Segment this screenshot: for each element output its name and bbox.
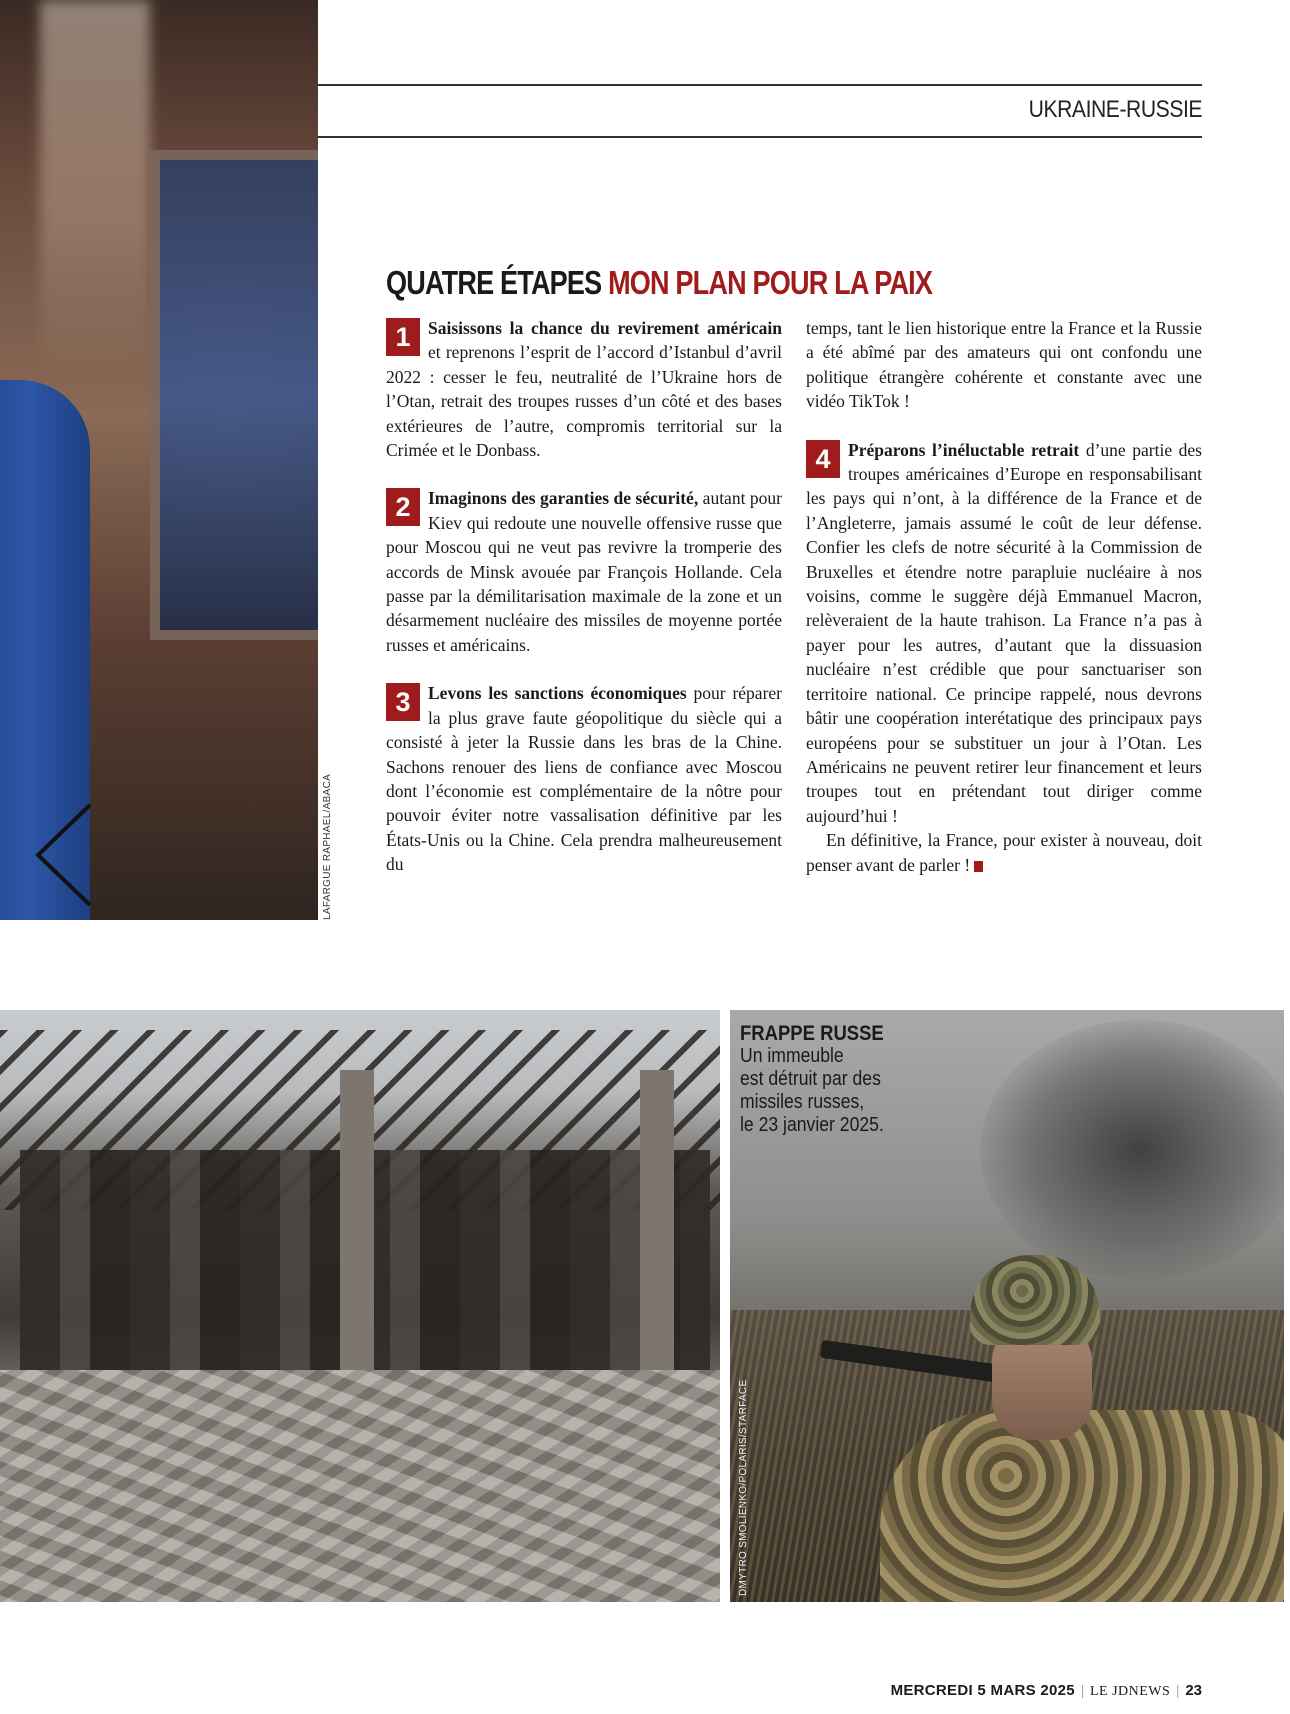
- caption-line: le 23 janvier 2025.: [740, 1114, 884, 1136]
- point-3-continuation: temps, tant le lien historique entre la France et la Russie a été abîmé par des amateurs qui ont confondu une politique étrangère cohérente et constante avec une vidéo TikTok !: [806, 318, 1202, 412]
- chevron-left-icon[interactable]: [30, 800, 100, 910]
- photo-soldier-body: [880, 1410, 1284, 1602]
- point-lead: Saisissons la chance du revirement américain: [428, 318, 782, 338]
- point-lead: Imaginons des garanties de sécurité,: [428, 488, 699, 509]
- footer-separator: |: [1176, 1683, 1180, 1699]
- caption-line: Un immeuble: [740, 1045, 844, 1067]
- point-text: et reprenons l’esprit de l’accord d’Istanbul d’avril 2022 : cesser le feu, neutralité de l’Ukraine hors de l’Otan, retrait des troupes russes d’un côté et des bases extérieures de l’autre, compromis territorial sur la Crimée et le Donbass.: [386, 342, 782, 461]
- photo-credit-left: LAFARGUE RAPHAEL/ABACA: [322, 773, 333, 920]
- point-text: autant pour Kiev qui redoute une nouvelle offensive russe que pour Moscou qui ne veut pas revivre la tromperie des accords de Minsk avouée par François Hollande. Cela passe par la démilitarisation maximale de la zone et un désarmement nucléaire des missiles de moyenne portée russes et américains.: [386, 488, 782, 655]
- point-number-badge: 2: [386, 488, 420, 526]
- footer-separator: |: [1080, 1683, 1084, 1699]
- point-lead: Levons les sanctions économiques: [428, 683, 687, 704]
- point-4: [806, 438, 1202, 829]
- photo-caption: [740, 1022, 884, 1137]
- point-text: d’une partie des troupes américaines d’Europe en responsabilisant les pays qui n’ont, à la différence de la France et de l’Angleterre, jamais assumé le coût de leur défense. Confier les clefs de notre sécurité à la Commission de Bruxelles et étendre notre parapluie nucléaire à nos voisins, comme le suggère déjà Emmanuel Macron, relèveraient de la haute trahison. La France n’a pas à payer pour les autres, d’autant que la dissuasion nucléaire n’est crédible que pour sanctuariser son territoire national. Ce principe rappelé, nous devrons bâtir une coopération interétatique des principaux pays européens pour se substituer un jour à l’Otan. Les Américains ne peuvent retirer leur financement et leurs troupes tout en prétendant tout diriger comme aujourd’hui !: [806, 439, 1202, 826]
- photo-window: [150, 150, 318, 640]
- header-bottom-rule: [318, 136, 1202, 138]
- point-2: [386, 486, 782, 657]
- point-lead: Préparons l’inéluctable retrait: [848, 439, 1080, 460]
- photo-pillar: [640, 1070, 674, 1410]
- conclusion: [806, 828, 1202, 877]
- photo-soldier-face: [992, 1330, 1092, 1440]
- footer-date: MERCREDI 5 MARS 2025: [890, 1682, 1075, 1699]
- photo-rubble: [0, 1370, 720, 1602]
- point-text: pour réparer la plus grave faute géopolitique du siècle qui a consisté à jeter la Russie dans les bras de la Chine. Sachons renouer des liens de confiance avec Moscou dont l’économie est complémentaire de la nôtre pour pouvoir éviter notre vassalisation définitive par les États-Unis ou la Chine. Cela prendra malheureusement du: [386, 683, 782, 875]
- point-number-badge: 1: [386, 318, 420, 356]
- caption-line: est détruit par des: [740, 1068, 881, 1090]
- end-of-article-mark: [974, 861, 983, 872]
- point-3: [386, 681, 782, 876]
- conclusion-text: En définitive, la France, pour exister à nouveau, doit penser avant de parler !: [806, 830, 1202, 875]
- headline-part-1: QUATRE ÉTAPES: [386, 264, 602, 301]
- photo-light: [40, 0, 150, 380]
- headline-part-2: MON PLAN POUR LA PAIX: [608, 264, 933, 301]
- article-column-2: [806, 316, 1202, 877]
- header-top-rule: [318, 84, 1202, 86]
- photo-portrait: [0, 0, 318, 920]
- section-label: UKRAINE-RUSSIE: [1028, 96, 1202, 123]
- footer-magazine: LE JDNEWS: [1089, 1684, 1171, 1699]
- page-footer: [891, 1682, 1202, 1700]
- page-number: 23: [1185, 1682, 1202, 1699]
- point-number-badge: 4: [806, 440, 840, 478]
- headline: [386, 264, 932, 302]
- photo-smoke: [980, 1020, 1284, 1280]
- point-1: [386, 316, 782, 462]
- caption-title: FRAPPE RUSSE: [740, 1022, 884, 1045]
- caption-line: missiles russes,: [740, 1091, 865, 1113]
- photo-credit-soldier: DMYTRO SMOLIENKO/POLARIS/STARFACE: [738, 1379, 749, 1596]
- point-number-badge: 3: [386, 683, 420, 721]
- photo-pillar: [340, 1070, 374, 1410]
- photo-destroyed-building: [0, 1010, 720, 1602]
- article-column-1: [386, 316, 782, 901]
